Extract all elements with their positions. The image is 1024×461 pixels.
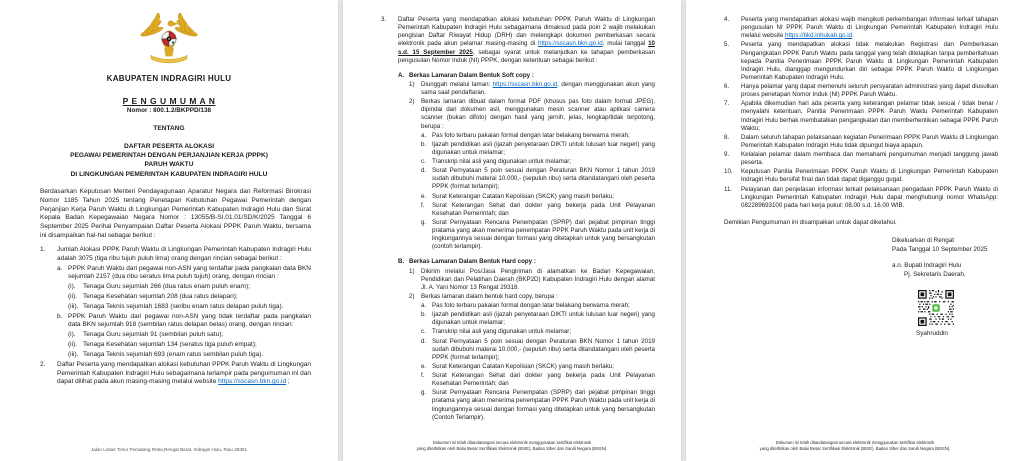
tentang-label: TENTANG [153, 125, 185, 132]
doc-number: Nomor : 800.1.2/BKPPD/138 [126, 107, 212, 114]
sscasn-link[interactable]: https://sscasn.bkn.go.id [538, 40, 603, 48]
list-item-4: 4. Peserta yang mendapatkan alokasi wajib mengikuti perkembangan informasi terkait tahapan pengusulan NI PPPK Paruh Waktu di Lingkungan Pemerintah Kabupaten Indragiri Hulu melalui website https://bkd.inhukab.go.id. [724, 16, 998, 40]
list-item: b. Ijazah pendidikan asli (ijazah penyetaraan DIKTI untuk lulusan luar negeri) yang digunakan untuk melamar; [421, 311, 655, 327]
list-item: g. Surat Pernyataan Rencana Penempatan (SPRP) dari pejabat pimpinan tinggi pratama yang akan menerima penempatan PPPK Paruh Waktu pada unit kerja di lingkungannya sesuai dengan formasi yang ditetapkan untuk yang bersangkutan (Contoh Terlampir). [421, 389, 655, 421]
list-item: d. Surat Pernyataan 5 poin sesuai dengan Peraturan BKN Nomor 1 tahun 2019 sudah dibubuhi materai 10.000,- (sepuluh ribu) serta ditandatangani oleh peserta PPPK (format terlampir); [421, 337, 655, 361]
issued-date: Pada Tanggal 10 September 2025 [892, 246, 988, 254]
page-3-body [686, 0, 1024, 338]
subject-line: DI LINGKUNGAN PEMERINTAH KABUPATEN INDRAGIRI HULU [70, 170, 268, 178]
softcopy-doc-list [421, 132, 655, 252]
org-name: KABUPATEN INDRAGIRI HULU [106, 74, 232, 83]
subject-line: PEGAWAI PEMERINTAH DENGAN PERJANJIAN KERJA (PPPK) [70, 152, 268, 160]
list-item-7: 7. Apabila dikemudian hari ada peserta yang keterangan pelamar tidak sesuai / tidak benar / menyalahi ketentuan, Panitia Penerimaan PPPK Paruh Waktu Pemerintah Kabupaten Indragiri Hulu berhak membatalkan pengangkatan dan memberhentikan sebagai PPPK Paruh Waktu; [724, 100, 998, 132]
page-3 [686, 0, 1024, 461]
bkd-link[interactable]: https://bkd.inhukab.go.id [785, 32, 853, 40]
intro-paragraph: Berdasarkan Keputusan Menteri Pendayagunaan Aparatur Negara dan Reformasi Birokrasi Nomor 1185 Tahun 2025 tentang Penetapan Kebutuhan Pegawai Pemerintah dengan Perjanjian Kerja Paruh Waktu di Lingkungan Pemerintah Kabupaten Indragiri Hulu dan Surat Kepala Badan Kepegawaian Negara Nomor : 13055/B-SI.01.01/SD/K/2025 Tanggal 6 September 2025 Perihal Penyampaian Daftar Peserta Alokasi PPPK Paruh Waktu, bersama ini disampaikan hal-hal sebagai berikut : [40, 187, 311, 240]
list-item: g. Surat Pernyataan Rencana Penempatan (SPRP) dari pejabat pimpinan tinggi pratama yang akan menerima penempatan PPPK Paruh Waktu pada unit kerja di lingkungannya sesuai dengan formasi yang ditetapkan untuk yang bersangkutan (contoh terlampir). [421, 218, 655, 251]
page-1-body [0, 179, 338, 387]
list-item-1: 1. Jumlah Alokasi PPPK Paruh Waktu di Lingkungan Pemerintah Kabupaten Indragiri Hulu adalah 3075 (tiga ribu tujuh puluh lima) orang dengan rincian sebagai berikut : [40, 245, 311, 262]
on-behalf-of: a.n. Bupati Indragiri Hulu [892, 261, 962, 269]
list-item-11: 11. Pelayanan dan penjelasan informasi terkait pelaksanaan pengadaan PPPK Paruh Waktu di Lingkungan Pemerintah Kabupaten Indragiri Hulu dapat menghubungi nomor WhatsApp: 082289693100 pada hari kerja pukul: 08.00 s.d. 16.00 WIB. [724, 185, 998, 209]
hardcopy-item-2: 2) Berkas lamaran dalam bentuk hard copy, berupa : [409, 292, 558, 300]
softcopy-item-2: 2) Berkas lamaran dibuat dalam format PDF (khusus pas foto dalam format JPEG), dipindai dari dokumen asli, menggunakan mesin scanner atau aplikasi camera scanner (bukan difoto) dengan hasil yang jernih, jelas, lengkap/tidak terpotong, berupa : [409, 98, 655, 130]
sscasn-link[interactable]: https://sscasn.bkn.go.id [218, 378, 287, 386]
closing-statement: Demikian Pengumuman ini disampaikan untuk dapat diketahui. [724, 218, 897, 226]
hardcopy-doc-list [421, 302, 655, 422]
list-item: a. Pas foto terbaru pakaian formal dengan latar belakang berwarna merah; [421, 302, 630, 309]
esign-footer: Dokumen ini telah ditandatangani secara elektronik menggunakan sertifikat elektronik yang diterbitkan oleh Balai Besar Sertifikasi Elektronik (BSrE), Badan Siber dan Sandi Negara (BSSN). [759, 439, 951, 452]
address-footer: Jalan Lintas Timur Pematang Reba,Rengat Barat, Indragiri Hulu, Riau 29351 [90, 447, 248, 452]
garuda-pancasila-emblem [140, 12, 198, 64]
list-item: e. Surat Keterangan Catatan Kepolisian (SKCK) yang masih berlaku; [421, 192, 614, 200]
letterhead [0, 0, 338, 179]
hardcopy-heading: B. Berkas Lamaran Dalam Bentuk Hard copy : [398, 258, 536, 266]
softcopy-item-1: 1) Diunggah melalui laman: https://sscasn.bkn.go.id, dengan menggunakan akun yang sama saat pendaftaran. [409, 80, 655, 96]
softcopy-section [398, 72, 655, 252]
list-item: f. Surat Keterangan Sehat dari dokter yang bekerja pada Unit Pelayanan Kesehatan Pemerintah; dan [421, 201, 655, 217]
list-item-1a: a. PPPK Paruh Waktu dari pegawai non-ASN yang terdaftar pada pangkalan data BKN sejumlah 2157 (dua ribu seratus lima puluh tujuh) orang, dengan rincian : (i). Tenaga Guru sejumlah 266 (dua ratus enam puluh enam); (ii). Tenaga Kesehatan sejumlah 208 (dua ratus delapan); (iii). Tenaga Teknis sejumlah 1683 (seribu enam ratus delapan puluh tiga). b. PPPK Paruh Waktu dari pegawai non-ASN yang tidak terdaftar pada pangkalan data BKN sejumlah 918 (sembilan ratus delapan belas) orang, dengan rincian: (i). Tenaga Guru sejumlah 91 (sembilan puluh satu); (ii). Tenaga Kesehatan sejumlah 134 (seratus tiga puluh empat); (iii). Tenaga Teknis sejumlah 693 (enam ratus sembilan puluh tiga). [57, 264, 311, 358]
list-item: (ii). Tenaga Kesehatan sejumlah 134 (seratus tiga puluh empat); [68, 341, 257, 349]
page-1 [0, 0, 338, 461]
sscasn-link[interactable]: https://sscasn.bkn.go.id [492, 80, 558, 88]
hardcopy-section [398, 258, 655, 421]
list-item: c. Transkrip nilai asli yang digunakan untuk melamar; [421, 328, 572, 336]
list-item: c. Transkrip nilai asli yang digunakan untuk melamar; [421, 158, 572, 165]
list-item: (i). Tenaga Guru sejumlah 266 (dua ratus enam puluh enam); [68, 283, 250, 291]
subject-line: PARUH WAKTU [144, 161, 194, 169]
list-item: d. Surat Pernyataan 5 poin sesuai dengan Peraturan BKN Nomor 1 tahun 2019 sudah dibubuhi materai 10.000,- (sepuluh ribu) serta ditandatangani oleh peserta PPPK (format terlampir); [421, 167, 655, 191]
list-item: (iii). Tenaga Teknis sejumlah 693 (enam ratus sembilan puluh tiga). [68, 350, 264, 358]
list-item-8: 8. Dalam seluruh tahapan pelaksanaan kegiatan Penerimaan PPPK Paruh Waktu di Lingkungan Pemerintah Kabupaten Indragiri Hulu tidak dipungut biaya apapun. [724, 133, 998, 149]
deadline-date: 10 s.d. 15 September 2025 [398, 40, 655, 56]
list-item-9: 9. Kelalaian pelamar dalam membaca dan memahami pengumuman menjadi tanggung jawab peserta. [724, 151, 998, 167]
signature-block [892, 236, 998, 338]
list-item-5: 5. Peserta yang mendapatkan alokasi tidak melakukan Registrasi dan Pemberkasan Pengangkatan PPPK Paruh Waktu pada tanggal yang telah ditetapkan tanpa pemberitahuan kepada Panitia Penerimaan PPPK Paruh Waktu di Lingkungan Pemerintah Kabupaten Indragiri Hulu, dianggap mengundurkan diri sebagai PPPK Paruh Waktu di Lingkungan Pemerintah Kabupaten Indragiri Hulu. [724, 41, 998, 81]
list-item: (i). Tenaga Guru sejumlah 91 (sembilan puluh satu); [68, 331, 224, 339]
list-item-1b: b. PPPK Paruh Waktu dari pegawai non-ASN yang tidak terdaftar pada pangkalan data BKN sejumlah 918 (sembilan ratus delapan belas) orang, dengan rincian: [57, 312, 311, 329]
page-2 [343, 0, 681, 461]
signer-role: Pj. Sekretaris Daerah, [904, 271, 966, 279]
hardcopy-item-1: 1) Dikirim melalui Pos/Jasa Pengiriman di alamatkan ke Badan Kepegawaian, Pendidikan dan Pelatihan Daerah (BKP2D) Kabupaten Indragiri Hulu dengan alamat Jl. A. Yani Nomor 13 Rengat 29318. [409, 267, 655, 291]
page-2-body [343, 0, 681, 422]
list-item: f. Surat Keterangan Sehat dari dokter yang bekerja pada Unit Pelayanan Kesehatan Pemerintah; dan [421, 372, 655, 388]
list-item-10: 10. Keputusan Panitia Penerimaan PPPK Paruh Waktu di Lingkungan Pemerintah Kabupaten Indragiri Hulu bersifat final dan tidak dapat diganggu gugat. [724, 168, 998, 184]
list-item: (ii). Tenaga Kesehatan sejumlah 208 (dua ratus delapan); [68, 292, 238, 300]
softcopy-heading: A. Berkas Lamaran Dalam Bentuk Soft copy : [398, 71, 534, 79]
qr-code [918, 290, 954, 326]
doc-subject [0, 142, 338, 179]
list-item: e. Surat Keterangan Catatan Kepolisian (SKCK) yang masih berlaku; [421, 362, 614, 370]
list-item-2: 2. Daftar Peserta yang mendapatkan alokasi kebutuhan PPPK Paruh Waktu di Lingkungan Pemerintah Kabupaten Indragiri Hulu sebagaimana terlampir pada pengumuman ini dan dapat dilihat pada akun masing-masing melalui website https://sscasn.bkn.go.id ; [40, 360, 311, 386]
doc-title: P E N G U M U M A N [122, 96, 216, 106]
list-item: a. Pas foto terbaru pakaian formal dengan latar belakang berwarna merah; [421, 131, 630, 139]
subject-line: DAFTAR PESERTA ALOKASI [123, 143, 215, 150]
list-item-1b-romans [68, 331, 311, 359]
list-item-6: 6. Hanya pelamar yang dapat memenuhi seluruh persyaratan administrasi yang dapat diusulkan proses penetapan Nomor Induk (NI) PPPK Paruh Waktu. [724, 83, 998, 99]
list-item: (iii). Tenaga Teknis sejumlah 1683 (seribu enam ratus delapan puluh tiga). [68, 302, 284, 310]
list-item-3: 3. Daftar Peserta yang mendapatkan alokasi kebutuhan PPPK Paruh Waktu di Lingkungan Pemerintah Kabupaten Indragiri Hulu sebagaimana dimaksud pada poin 2 wajib melakukan pengisian Daftar Riwayat Hidup (DRH) dan melengkapi dokumen pemberkasan secara elektronik pada akun pelamar masing-masing di https://sscasn.bkn.go.id, mulai tanggal 10 s.d. 15 September 2025, sebagai syarat untuk melanjutkan ke tahapan pemberkasan pengusulan Nomor Induk (NI) PPPK, dengan ketentuan sebagai berikut : [381, 16, 655, 64]
list-item-1a-romans [68, 283, 311, 311]
signatory-name: Syahruddin [916, 329, 948, 337]
esign-footer: Dokumen ini telah ditandatangani secara elektronik menggunakan sertifikat elektronik yang diterbitkan oleh Balai Besar Sertifikasi Elektronik (BSrE), Badan Siber dan Sandi Negara (BSSN). [416, 439, 608, 452]
issued-place: Dikeluarkan di Rengat [892, 237, 954, 244]
list-item: b. Ijazah pendidikan asli (ijazah penyetaraan DIKTI untuk lulusan luar negeri) yang digunakan untuk melamar; [421, 140, 655, 156]
